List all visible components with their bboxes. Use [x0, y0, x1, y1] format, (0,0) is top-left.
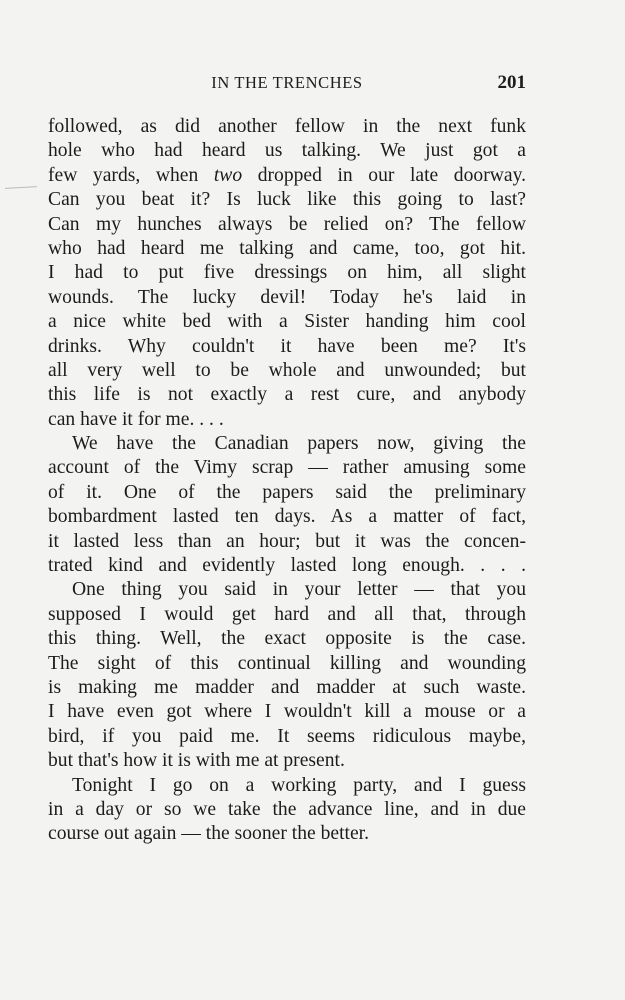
- body-text: [48, 115, 526, 847]
- text-line: drinks. Why couldn't it have been me? It's: [48, 335, 526, 357]
- text-line: Can you beat it? Is luck like this going to last?: [48, 189, 526, 211]
- text-line: [48, 164, 526, 188]
- text-line: in a day or so we take the advance line, and in due: [48, 798, 526, 820]
- text-line: all very well to be whole and unwounded; but: [48, 359, 526, 381]
- page-number: 201: [497, 72, 526, 93]
- running-header: [48, 72, 526, 96]
- text-line: Can my hunches always be relied on? The fellow: [48, 213, 526, 235]
- running-title: IN THE TRENCHES: [211, 73, 363, 92]
- text-line: who had heard me talking and came, too, got hit.: [48, 237, 526, 259]
- text-line: this life is not exactly a rest cure, and anybody: [48, 384, 526, 406]
- text-line: of it. One of the papers said the preliminary: [48, 481, 526, 503]
- text-line: supposed I would get hard and all that, through: [48, 603, 526, 625]
- text-line: followed, as did another fellow in the next funk: [48, 116, 526, 137]
- italic-word: two: [213, 164, 243, 186]
- text-line: Tonight I go on a working party, and I guess: [72, 774, 526, 796]
- text-line: is making me madder and madder at such waste.: [48, 676, 526, 698]
- text-line: trated kind and evidently lasted long enough. . . .: [48, 555, 526, 577]
- text-line: One thing you said in your letter — that you: [72, 579, 526, 601]
- text-line: hole who had heard us talking. We just got a: [48, 140, 526, 162]
- text-line: bombardment lasted ten days. As a matter of fact,: [48, 506, 526, 528]
- text-line: I have even got where I wouldn't kill a mouse or a: [48, 701, 526, 723]
- text-line: bird, if you paid me. It seems ridiculous maybe,: [48, 725, 526, 747]
- text-line: but that's how it is with me at present.: [48, 750, 345, 772]
- text-line: course out again — the sooner the better.: [48, 823, 370, 845]
- text-line: can have it for me. . . .: [48, 408, 224, 430]
- text-line: wounds. The lucky devil! Today he's laid in: [48, 286, 526, 308]
- text-segment: few yards, when: [48, 164, 214, 186]
- page-edge-mark: [5, 186, 37, 189]
- text-line: it lasted less than an hour; but it was the concen-: [48, 530, 526, 552]
- text-line: The sight of this continual killing and wounding: [48, 652, 526, 674]
- text-line: a nice white bed with a Sister handing him cool: [48, 311, 526, 333]
- text-line: this thing. Well, the exact opposite is the case.: [48, 628, 526, 650]
- text-line: We have the Canadian papers now, giving the: [72, 433, 526, 455]
- text-line: I had to put five dressings on him, all slight: [48, 262, 526, 284]
- text-line: account of the Vimy scrap — rather amusing some: [48, 457, 526, 479]
- text-segment: dropped in our late doorway.: [242, 164, 526, 186]
